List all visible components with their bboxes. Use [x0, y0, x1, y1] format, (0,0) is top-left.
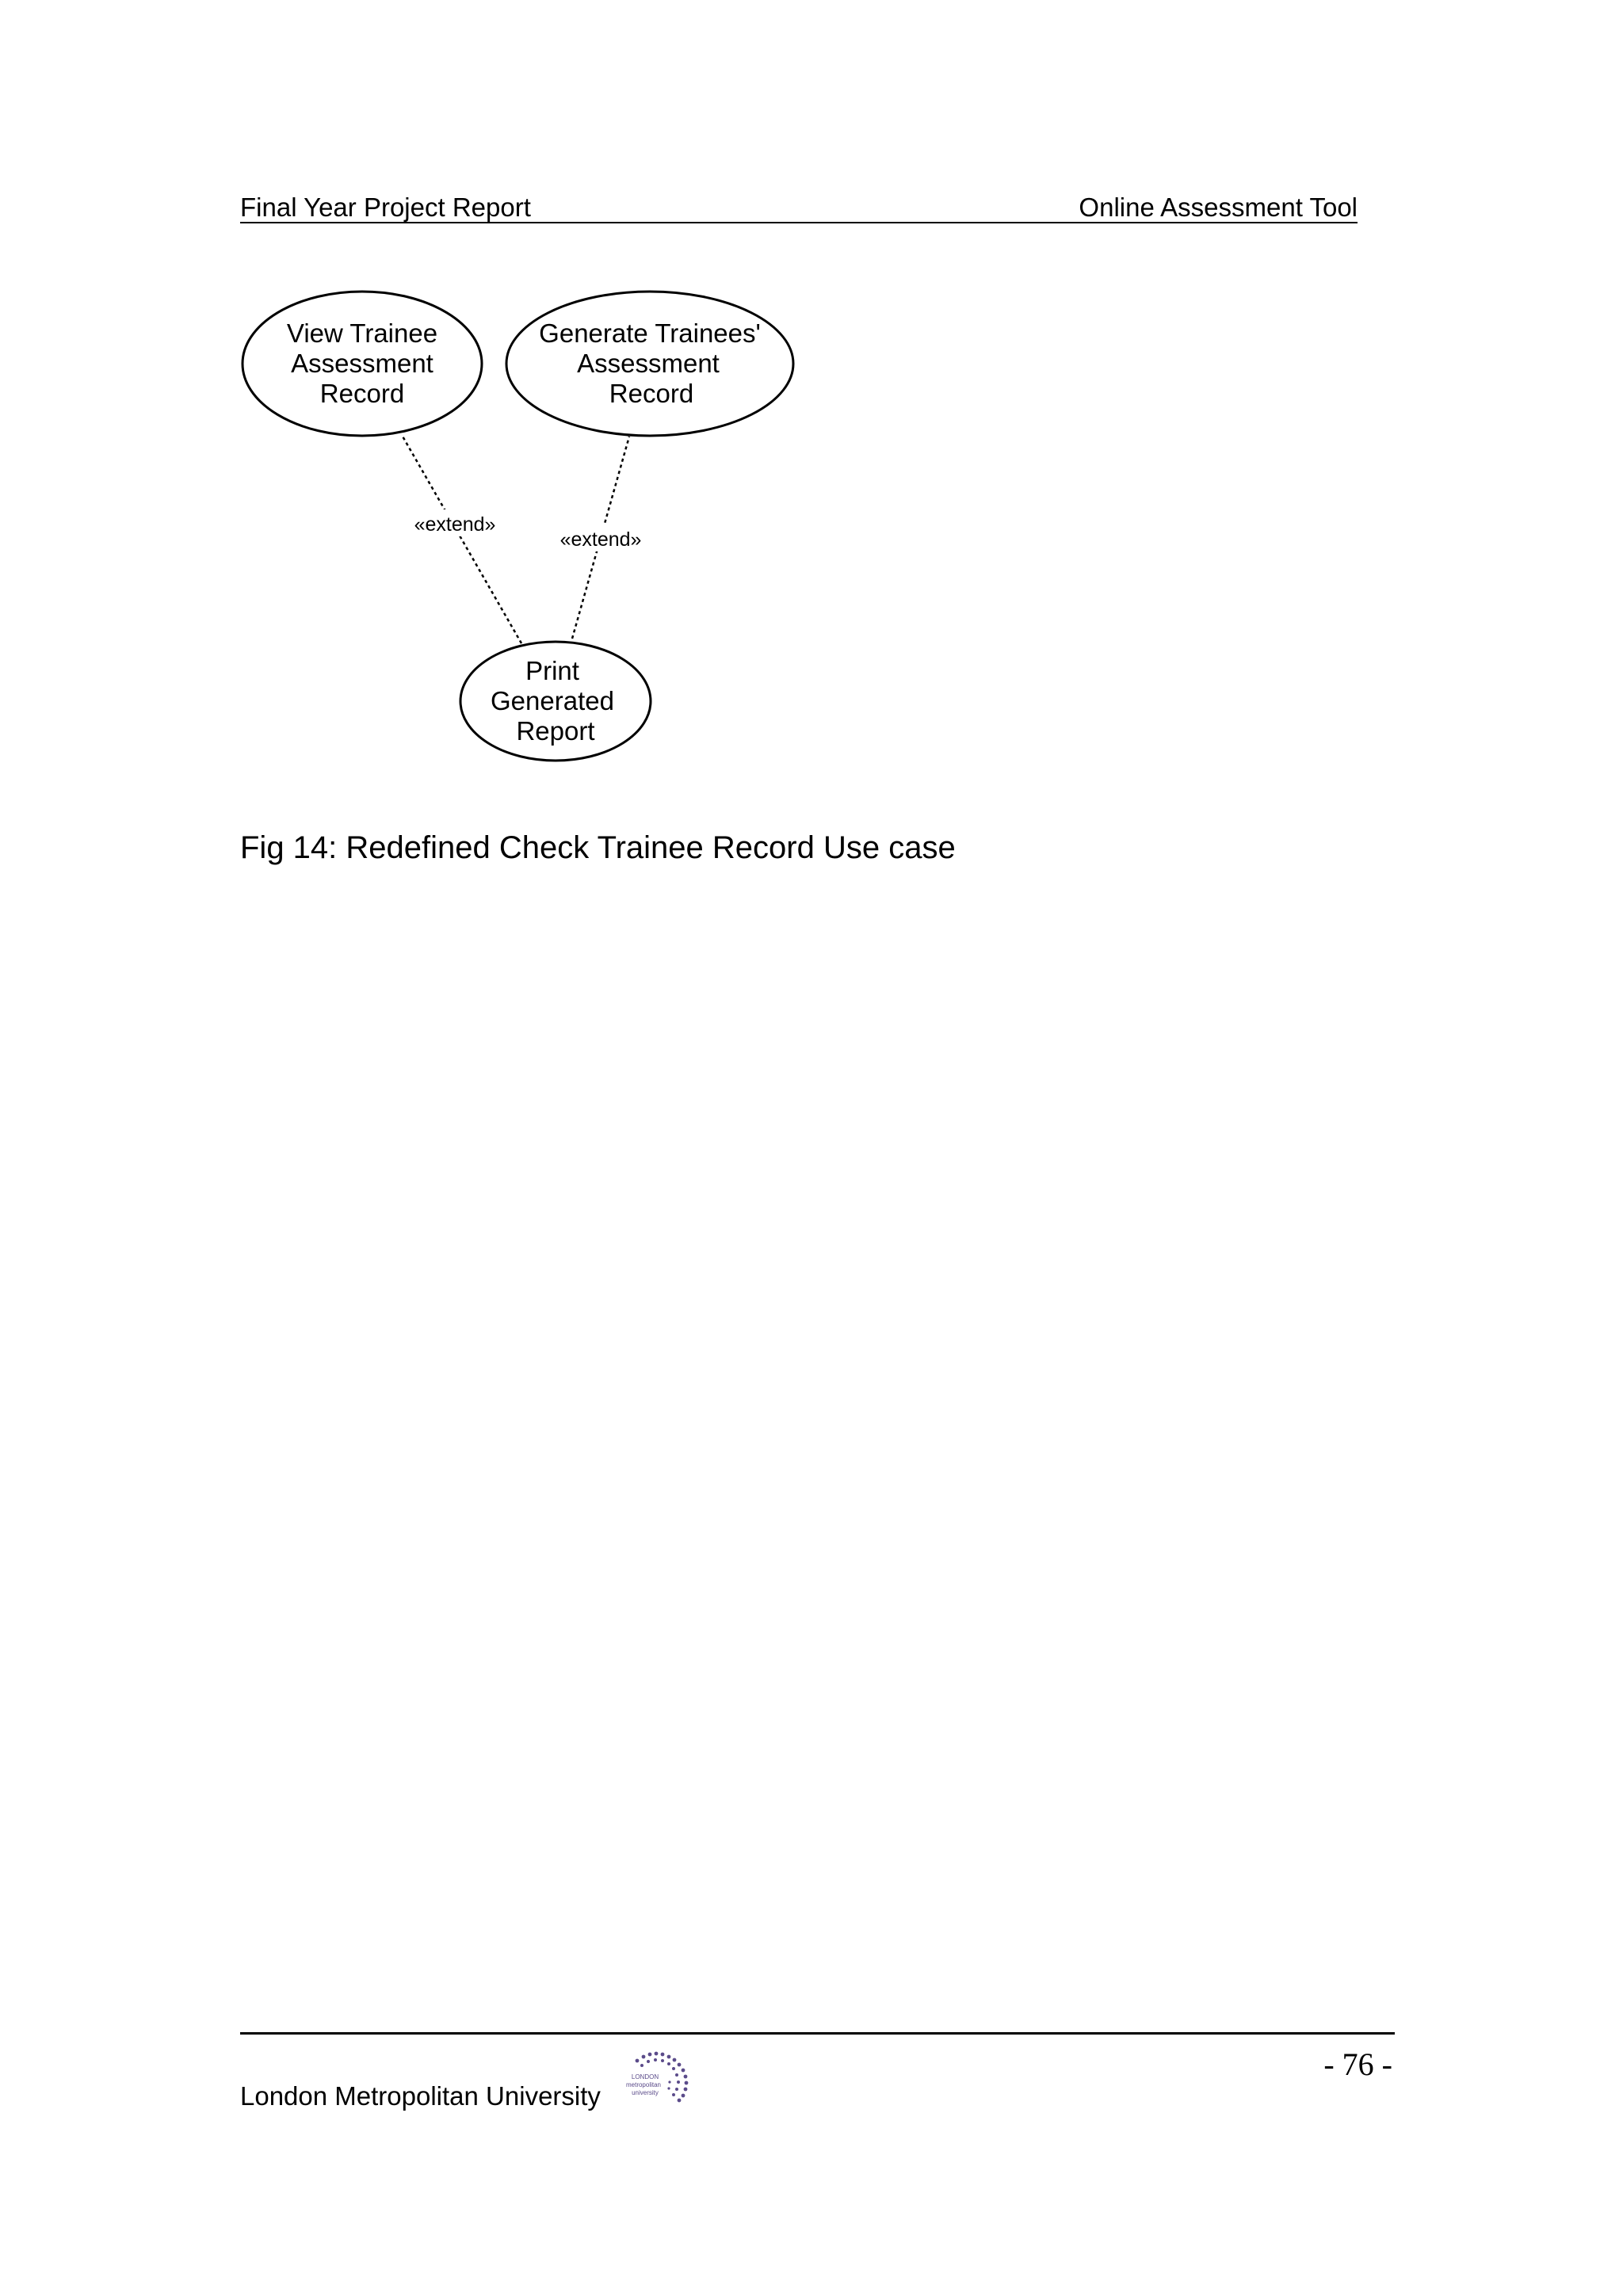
use-case-label-line: View Trainee: [286, 318, 438, 348]
footer-divider: [240, 2032, 1395, 2035]
use-case-view-trainee-record: [242, 292, 482, 436]
use-case-label-line: Record: [609, 379, 694, 408]
use-case-generate-trainees-record: [506, 292, 793, 436]
footer-university-name: London Metropolitan University: [240, 2081, 601, 2111]
university-logo: [612, 2050, 699, 2114]
figure-caption: Fig 14: Redefined Check Trainee Record Use case: [240, 830, 956, 865]
logo-text-line: university: [632, 2089, 659, 2096]
use-case-label-line: Record: [319, 379, 405, 408]
header-project-title: Online Assessment Tool: [1079, 193, 1358, 222]
extend-label-generate: «extend»: [559, 528, 642, 551]
use-case-diagram: [0, 0, 1623, 871]
use-case-print-generated-report: [460, 642, 651, 761]
use-case-label-line: Assessment: [577, 349, 720, 378]
logo-text-line: metropolitan: [625, 2081, 662, 2088]
page-number: - 76 -: [1323, 2046, 1392, 2082]
use-case-label-line: Print: [525, 656, 579, 685]
use-case-label-line: Generate Trainees': [539, 318, 761, 348]
extend-line-view: [402, 435, 521, 643]
header-report-title: Final Year Project Report: [240, 193, 531, 222]
use-case-label-line: Report: [516, 716, 595, 746]
logo-text-line: LONDON: [631, 2073, 659, 2081]
use-case-label-line: Assessment: [291, 349, 433, 378]
use-case-label-line: Generated: [491, 686, 614, 715]
extend-label-view: «extend»: [414, 513, 496, 536]
